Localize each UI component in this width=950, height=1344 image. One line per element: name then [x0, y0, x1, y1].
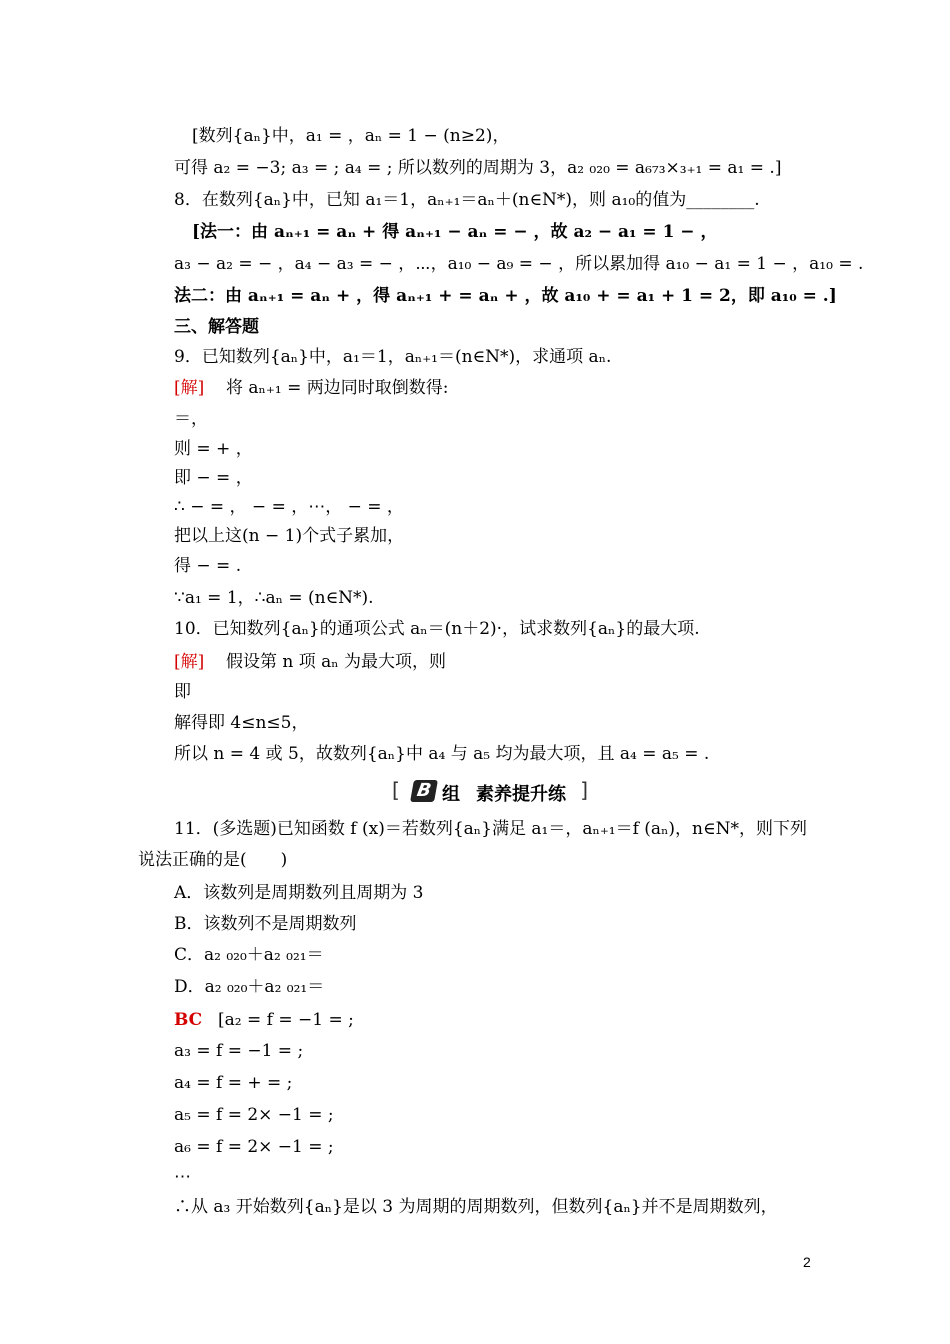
solution-10-label: [解]	[174, 652, 205, 672]
solution-11-line3: a₄ = f = + = ;	[174, 1073, 293, 1093]
solution-9-line5: ∴ − = ， − = ，⋯， − = ，	[174, 497, 404, 517]
solution-8-method2: 法二：由 aₙ₊₁ = aₙ + ，得 aₙ₊₁ + = aₙ + ，故 a₁₀ + = a₁ + 1 = 2，即 a₁₀ = .]	[174, 286, 837, 306]
solution-9-line1: 将 aₙ₊₁ = 两边同时取倒数得:	[226, 378, 449, 398]
question-11-line1: 11．(多选题)已知函数 f (x)＝若数列{aₙ}满足 a₁＝，aₙ₊₁＝f (aₙ)，n∈N*，则下列	[174, 819, 807, 839]
option-c: C．a₂ ₀₂₀＋a₂ ₀₂₁＝	[174, 945, 324, 965]
option-d: D．a₂ ₀₂₀＋a₂ ₀₂₁＝	[174, 977, 325, 997]
solution-11-line2: a₃ = f = −1 = ;	[174, 1041, 304, 1061]
solution-11-line4: a₅ = f = 2× −1 = ;	[174, 1105, 334, 1125]
solution-10-line4: 所以 n = 4 或 5，故数列{aₙ}中 a₄ 与 a₅ 均为最大项，且 a₄ = a₅ = .	[174, 744, 710, 764]
solution-10-line2: 即	[174, 682, 191, 702]
option-a: A．该数列是周期数列且周期为 3	[174, 883, 424, 903]
section-heading-answers: 三、解答题	[174, 317, 259, 337]
solution-9-line2: ＝，	[174, 409, 208, 429]
solution-10-line3: 解得即 4≤n≤5，	[174, 713, 309, 733]
solution-9-line6: 把以上这(n − 1)个式子累加，	[174, 526, 405, 546]
group-b-header	[392, 779, 588, 805]
header-left-bracket: [	[392, 778, 400, 802]
solution-10-line1: 假设第 n 项 aₙ 为最大项，则	[226, 652, 447, 672]
header-right-bracket: ]	[580, 778, 588, 802]
header-title: 素养提升练	[476, 784, 566, 805]
question-9: 9．已知数列{aₙ}中，a₁＝1，aₙ₊₁＝(n∈N*)，求通项 aₙ.	[174, 347, 612, 367]
solution-8-method1-line1: [法一：由 aₙ₊₁ = aₙ + 得 aₙ₊₁ − aₙ = − ，故 a₂ − a₁ = 1 − ，	[192, 222, 718, 242]
solution-11-line1: [a₂ = f = −1 = ;	[218, 1010, 354, 1030]
solution-9-line4: 即 − = ，	[174, 468, 253, 488]
solution-9-line8: ∵a₁ = 1，∴aₙ = (n∈N*).	[174, 588, 374, 608]
solution-line-7b: 可得 a₂ = −3; a₃ = ; a₄ = ; 所以数列的周期为 3，a₂ ₀₂₀ = a₆₇₃×₃₊₁ = a₁ = .]	[174, 158, 782, 178]
solution-11-line6: ⋯	[174, 1167, 191, 1187]
solution-11-line7: ∴从 a₃ 开始数列{aₙ}是以 3 为周期的周期数列，但数列{aₙ}并不是周期数列，	[174, 1197, 778, 1217]
page-number: 2	[803, 1254, 811, 1270]
question-10: 10．已知数列{aₙ}的通项公式 aₙ＝(n＋2)·，试求数列{aₙ}的最大项.	[174, 619, 700, 639]
question-11-line2: 说法正确的是( )	[138, 850, 288, 870]
option-b: B．该数列不是周期数列	[174, 914, 357, 934]
solution-9-line3: 则 = + ，	[174, 439, 253, 459]
header-group-label: 组	[442, 784, 460, 805]
solution-line-7a: [数列{aₙ}中，a₁ = ，aₙ = 1 − (n≥2)，	[192, 126, 510, 146]
solution-8-method1-line2: a₃ − a₂ = − ，a₄ − a₃ = − ，⋯，a₁₀ − a₉ = − ，所以累加得 a₁₀ − a₁ = 1 − ，a₁₀ = .	[174, 254, 864, 274]
question-8: 8．在数列{aₙ}中，已知 a₁＝1，aₙ₊₁＝aₙ＋(n∈N*)，则 a₁₀的值为________.	[174, 190, 760, 210]
solution-11-line5: a₆ = f = 2× −1 = ;	[174, 1137, 334, 1157]
solution-9-label: [解]	[174, 378, 205, 398]
answer-11: BC	[174, 1010, 203, 1030]
solution-9-line7: 得 − = .	[174, 556, 242, 576]
group-b-badge: B	[410, 780, 438, 802]
